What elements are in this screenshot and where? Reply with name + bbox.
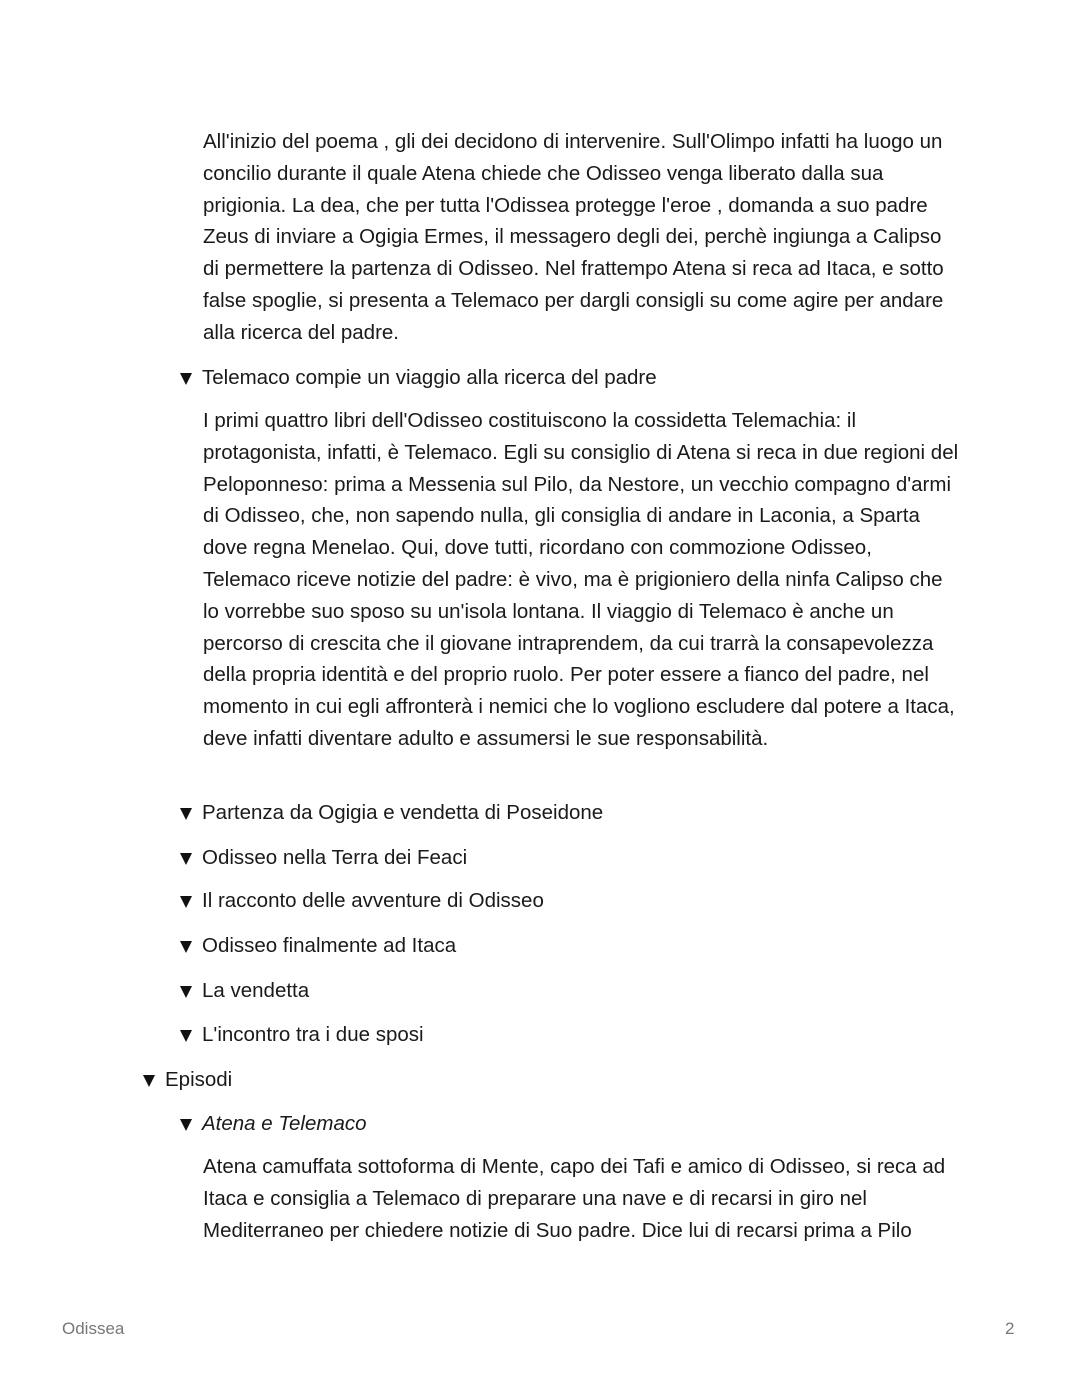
triangle-down-icon [180,808,192,820]
toggle-odisseo-itaca[interactable] [180,932,456,960]
triangle-down-icon [180,896,192,908]
toggle-label: Il racconto delle avventure di Odisseo [202,889,544,912]
toggle-label: Episodi [165,1068,233,1091]
triangle-down-icon [180,1119,192,1131]
toggle-label: Partenza da Ogigia e vendetta di Poseidone [202,801,604,824]
toggle-label: Atena e Telemaco [202,1112,367,1135]
toggle-vendetta[interactable] [180,977,309,1005]
intro-paragraph: All'inizio del poema , gli dei decidono di intervenire. Sull'Olimpo infatti ha luogo un concilio durante il quale Atena chiede che Odisseo venga liberato dalla sua prigionia. La dea, che per tutta l'Odissea protegge l'eroe , domanda a suo padre Zeus di inviare a Ogigia Ermes, il messagero degli dei, perchè ingiunga a Calipso di permettere la partenza di Odisseo. Nel frattempo Atena si reca ad Itaca, e sotto false spoglie, si presenta a Telemaco per dargli consigli su come agire per andare alla ricerca del padre. [203,130,944,344]
toggle-incontro-sposi[interactable] [180,1021,424,1049]
triangle-down-icon [180,1030,192,1042]
triangle-down-icon [180,941,192,953]
toggle-episodi[interactable] [143,1066,232,1094]
footer-doc-title: Odissea [62,1319,125,1338]
toggle-label: Odisseo finalmente ad Itaca [202,934,457,957]
footer-page-number: 2 [1005,1319,1015,1338]
triangle-down-icon [180,373,192,385]
telemaco-paragraph: I primi quattro libri dell'Odisseo costituiscono la cossidetta Telemachia: il protagonista, infatti, è Telemaco. Egli su consiglio di Atena si reca in due regioni del Peloponneso: prima a Messenia sul Pilo, da Nestore, un vecchio compagno d'armi di Odisseo, che, non sapendo nulla, gli consiglia di andare in Laconia, a Sparta dove regna Menelao. Qui, dove tutti, ricordano con commozione Odisseo, Telemaco riceve notizie del padre: è vivo, ma è prigioniero della ninfa Calipso che lo vorrebbe suo sposo su un'isola lontana. Il viaggio di Telemaco è anche un percorso di crescita che il giovane intraprendem, da cui trarrà la consapevolezza della propria identità e del proprio ruolo. Per poter essere a fianco del padre, nel momento in cui egli affronterà i nemici che lo vogliono escludere dal potere a Itaca, deve infatti diventare adulto e assumersi le sue responsabilità. [203,409,959,750]
triangle-down-icon [180,986,192,998]
triangle-down-icon [180,853,192,865]
toggle-atena-telemaco[interactable] [180,1110,367,1138]
toggle-partenza-ogigia[interactable] [180,799,603,827]
toggle-terra-feaci[interactable] [180,844,467,872]
toggle-label: Odisseo nella Terra dei Feaci [202,846,468,869]
toggle-racconto-avventure[interactable] [180,887,544,915]
atena-telemaco-paragraph: Atena camuffata sottoforma di Mente, capo dei Tafi e amico di Odisseo, si reca ad Itaca e consiglia a Telemaco di preparare una nave e di recarsi in giro nel Mediterraneo per chiedere notizie di Suo padre. Dice lui di recarsi prima a Pilo [203,1155,946,1242]
triangle-down-icon [143,1075,155,1087]
toggle-label: Telemaco compie un viaggio alla ricerca del padre [202,366,657,389]
toggle-telemaco-viaggio[interactable] [180,364,657,392]
toggle-label: La vendetta [202,979,310,1002]
toggle-label: L'incontro tra i due sposi [202,1023,424,1046]
